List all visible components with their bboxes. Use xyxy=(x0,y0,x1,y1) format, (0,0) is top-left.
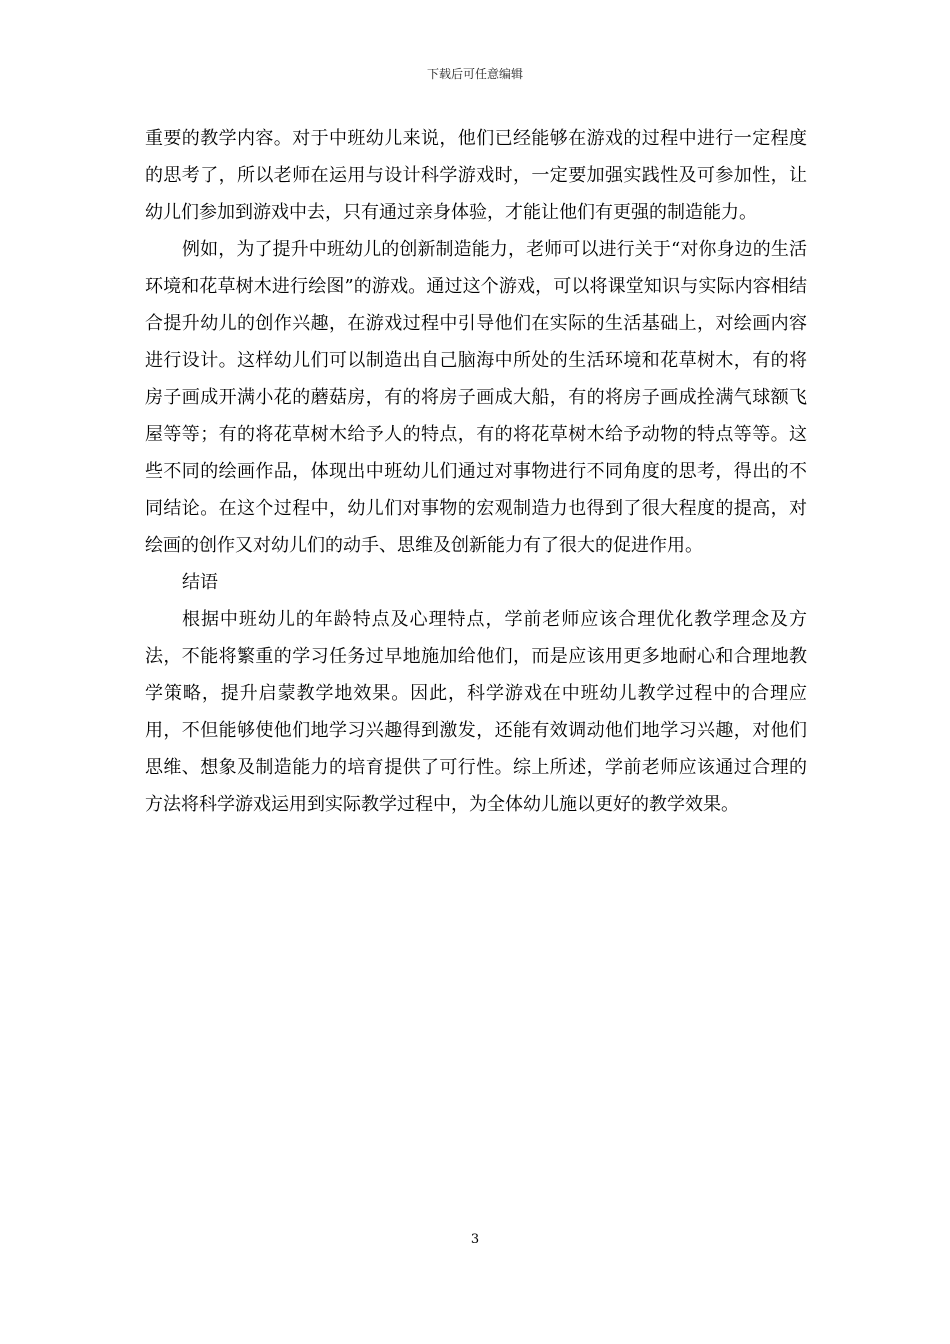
paragraph-continuation: 重要的教学内容。对于中班幼儿来说，他们已经能够在游戏的过程中进行一定程度的思考了，所以老师在运用与设计科学游戏时，一定要加强实践性及可参加性，让幼儿们参加到游戏中去，只有通过亲身体验，才能让他们有更强的制造能力。 xyxy=(145,128,807,223)
document-body xyxy=(145,120,807,823)
page-header: 下载后可任意编辑 xyxy=(426,67,523,81)
section-heading-conclusion: 结语 xyxy=(182,572,218,593)
paragraph-conclusion: 根据中班幼儿的年龄特点及心理特点，学前老师应该合理优化教学理念及方法，不能将繁重的学习任务过早地施加给他们，而是应该用更多地耐心和合理地教学策略，提升启蒙教学地效果。因此，科学游戏在中班幼儿教学过程中的合理应用，不但能够使他们地学习兴趣得到激发，还能有效调动他们地学习兴趣，对他们思维、想象及制造能力的培育提供了可行性。综上所述，学前老师应该通过合理的方法将科学游戏运用到实际教学过程中，为全体幼儿施以更好的教学效果。 xyxy=(145,609,807,815)
page-number: 3 xyxy=(470,1232,480,1247)
paragraph-example: 例如，为了提升中班幼儿的创新制造能力，老师可以进行关于“对你身边的生活环境和花草树木进行绘图”的游戏。通过这个游戏，可以将课堂知识与实际内容相结合提升幼儿的创作兴趣，在游戏过程中引导他们在实际的生活基础上，对绘画内容进行设计。这样幼儿们可以制造出自己脑海中所处的生活环境和花草树木，有的将房子画成开满小花的蘑菇房，有的将房子画成大船，有的将房子画成拴满气球额飞屋等等；有的将花草树木给予人的特点，有的将花草树木给予动物的特点等等。这些不同的绘画作品，体现出中班幼儿们通过对事物进行不同角度的思考，得出的不同结论。在这个过程中，幼儿们对事物的宏观制造力也得到了很大程度的提高，对绘画的创作又对幼儿们的动手、思维及创新能力有了很大的促进作用。 xyxy=(145,239,807,556)
